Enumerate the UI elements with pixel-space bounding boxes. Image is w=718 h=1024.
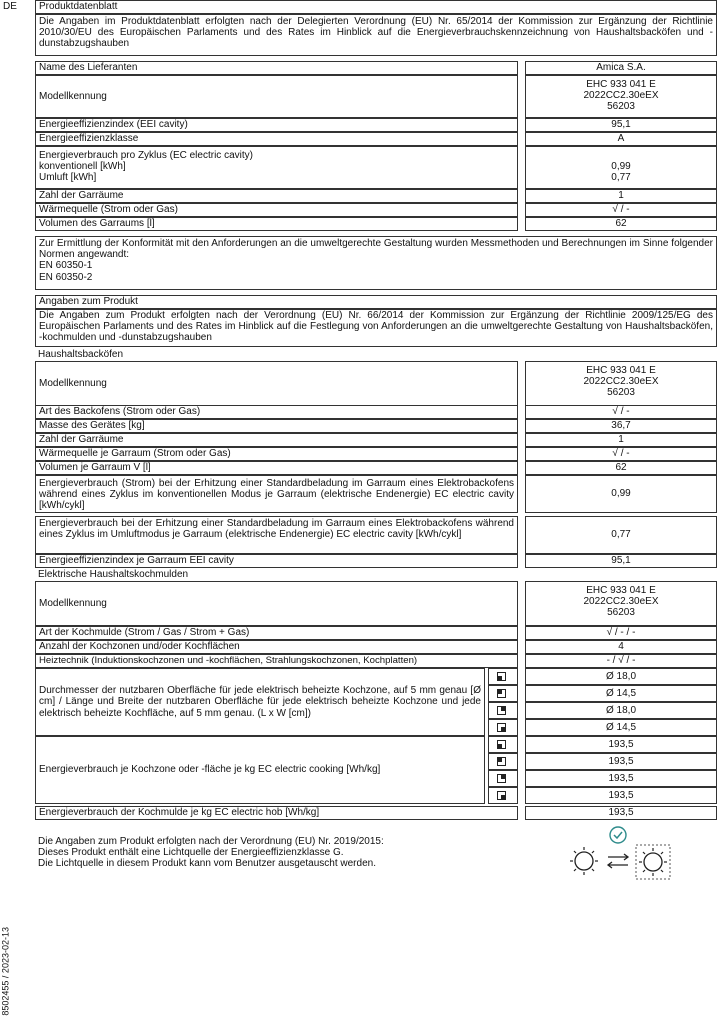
language-code: DE [3,1,17,12]
hob-model-line-2: 2022CC2.30eEX [583,596,659,608]
oven-mass-value: 36,7 [525,419,717,433]
oven-ec-conventional-value: 0,99 [525,475,717,513]
zone-icon-2 [488,685,518,702]
oven-cavities-value: 1 [525,433,717,447]
oven-model-line-2: 2022CC2.30eEX [583,376,659,388]
ec-label [35,146,518,189]
oven-ec-fan-label: Energieverbrauch bei der Erhitzung einer Standardbeladung im Garraum eines Elektrobackofens während eines Zyklus im Umluftmodus je Garraum (elektrische Endenergie) EC electric cavity [kWh/cykl] [35,516,518,554]
model-value [525,75,717,118]
eei-label: Energieeffizienzindex (EEI cavity) [35,118,518,132]
cooking-zone-rear-left-icon [497,740,506,749]
cavities-label: Zahl der Garräume [35,189,518,203]
oven-eei-value: 95,1 [525,554,717,568]
supplier-label: Name des Lieferanten [35,61,518,75]
conformity-text: Zur Ermittlung der Konformität mit den Anforderungen an die umweltgerechte Gestaltung wurden Messmethoden und Berechnungen im Sinne folgender Normen angewandt: [39,238,713,261]
model-line-1: EHC 933 041 E [586,79,656,90]
diameter-value-2: Ø 14,5 [525,685,717,702]
hob-zones-label: Anzahl der Kochzonen und/oder Kochflächen [35,640,518,654]
hob-tech-label: Heiztechnik (Induktionskochzonen und -kochflächen, Strahlungskochzonen, Kochplatten) [35,654,518,668]
hob-heading: Elektrische Haushaltskochmulden [38,569,189,580]
norm-1: EN 60350-1 [39,260,93,272]
hob-type-label: Art der Kochmulde (Strom / Gas / Strom + Gas) [35,626,518,640]
footer-line-3: Die Lichtquelle in diesem Produkt kann vom Benutzer ausgetauscht werden. [38,858,376,870]
model-line-2: 2022CC2.30eEX [583,90,659,102]
cooking-zone-front-right-icon [497,723,506,732]
oven-volume-label: Volumen je Garraum V [l] [35,461,518,475]
oven-model-line-3: 56203 [607,387,635,399]
oven-type-label: Art des Backofens (Strom oder Gas) [35,405,518,419]
cooking-zone-rear-right-icon [497,689,506,698]
heat-source-value: √ / - [525,203,717,217]
oven-model-label: Modellkennung [35,361,518,406]
diameter-value-1: Ø 18,0 [525,668,717,685]
oven-cavities-label: Zahl der Garräume [35,433,518,447]
footer-text [38,836,508,870]
conformity-block [35,236,717,290]
class-value: A [525,132,717,146]
ec-zone-value-3: 193,5 [525,770,717,787]
model-label: Modellkennung [35,75,518,118]
ec-fan-label: Umluft [kWh] [39,172,97,184]
eei-value: 95,1 [525,118,717,132]
zone-icon-8 [488,787,518,804]
oven-ec-fan-value: 0,77 [525,516,717,554]
hob-model-line-1: EHC 933 041 E [586,585,656,596]
volume-label: Volumen des Garraums [l] [35,217,518,231]
sheet-title: Produktdatenblatt [35,0,717,14]
hob-tech-value: - / √ / - [525,654,717,668]
hob-ec-total-label: Energieverbrauch der Kochmulde je kg EC electric hob [Wh/kg] [35,806,518,820]
ec-fan-value: 0,77 [611,172,631,184]
footer-line-2: Dieses Produkt enthält eine Lichtquelle der Energieeffizienzklasse G. [38,847,344,859]
zone-icon-5 [488,736,518,753]
zone-icon-6 [488,753,518,770]
diameter-value-3: Ø 18,0 [525,702,717,719]
norm-2: EN 60350-2 [39,271,93,283]
oven-model-line-1: EHC 933 041 E [586,365,656,376]
zone-icon-3 [488,702,518,719]
supplier-value: Amica S.A. [525,61,717,75]
hob-model-label: Modellkennung [35,581,518,626]
ec-conventional-label: konventionell [kWh] [39,161,126,173]
cooking-zone-rear-left-icon [497,672,506,681]
cooking-zone-front-left-icon [497,774,506,783]
zone-icon-7 [488,770,518,787]
document-code: 8502455 / 2023-02-13 [0,927,11,1016]
hob-model-line-3: 56203 [607,607,635,619]
hob-diameter-label: Durchmesser der nutzbaren Oberfläche für jede elektrisch beheizte Kochzone, auf 5 mm genau [Ø cm] / Länge und Breite der nutzbaren Oberfläche für jede elektrisch beheizte Kochzone und jede elektrisch beheizte Kochfläche, auf 5 mm genau. (L x W [cm]) [35,668,485,736]
zone-icon-4 [488,719,518,736]
cooking-zone-rear-right-icon [497,757,506,766]
product-text: Die Angaben zum Produkt erfolgten nach der Verordnung (EU) Nr. 66/2014 der Kommission zur Ergänzung der Richtlinie 2009/125/EG des Europäischen Parlaments und des Rates im Hinblick auf die Festlegung von Anforderungen an die umweltgerechte Gestaltung von Haushaltsbacköfen, -kochmulden und -dunstabzugshauben [35,309,717,347]
hob-ec-zone-label: Energieverbrauch je Kochzone oder -fläche je kg EC electric cooking [Wh/kg] [35,736,485,804]
ec-values [525,146,717,189]
model-line-3: 56203 [607,101,635,113]
diameter-value-4: Ø 14,5 [525,719,717,736]
hob-model-value [525,581,717,626]
product-title: Angaben zum Produkt [35,295,717,309]
footer-line-1: Die Angaben zum Produkt erfolgten nach der Verordnung (EU) Nr. 2019/2015: [38,836,384,847]
oven-volume-value: 62 [525,461,717,475]
ec-conventional-value: 0,99 [611,161,631,172]
oven-type-value: √ / - [525,405,717,419]
intro-text: Die Angaben im Produktdatenblatt erfolgten nach der Delegierten Verordnung (EU) Nr. 65/2014 der Kommission zur Ergänzung der Richtlinie 2010/30/EU des Europäischen Parlaments und des Rates im Hinblick auf die Energieverbrauchskennzeichnung von Haushaltsbacköfen und - dunstabzugshauben [35,14,717,56]
oven-eei-label: Energieeffizienzindex je Garraum EEI cavity [35,554,518,568]
oven-ec-conventional-label: Energieverbrauch (Strom) bei der Erhitzung einer Standardbeladung im Garraum eines Elektrobackofens während eines Zyklus im konventionellen Modus je Garraum (elektrische Endenergie) EC electric cavity [kWh/cykl] [35,475,518,513]
cooking-zone-front-left-icon [497,706,506,715]
volume-value: 62 [525,217,717,231]
hob-zones-value: 4 [525,640,717,654]
ec-zone-value-1: 193,5 [525,736,717,753]
ec-title: Energieverbrauch pro Zyklus (EC electric cavity) [39,150,253,161]
heat-source-label: Wärmequelle (Strom oder Gas) [35,203,518,217]
class-label: Energieeffizienzklasse [35,132,518,146]
hob-ec-total-value: 193,5 [525,806,717,820]
oven-heat-label: Wärmequelle je Garraum (Strom oder Gas) [35,447,518,461]
cavities-value: 1 [525,189,717,203]
replaceable-light-source-icon [562,823,676,883]
cooking-zone-front-right-icon [497,791,506,800]
ec-zone-value-4: 193,5 [525,787,717,804]
oven-model-value [525,361,717,406]
ec-zone-value-2: 193,5 [525,753,717,770]
zone-icon-1 [488,668,518,685]
oven-mass-label: Masse des Gerätes [kg] [35,419,518,433]
hob-type-value: √ / - / - [525,626,717,640]
oven-heading: Haushaltsbacköfen [38,349,124,360]
oven-heat-value: √ / - [525,447,717,461]
